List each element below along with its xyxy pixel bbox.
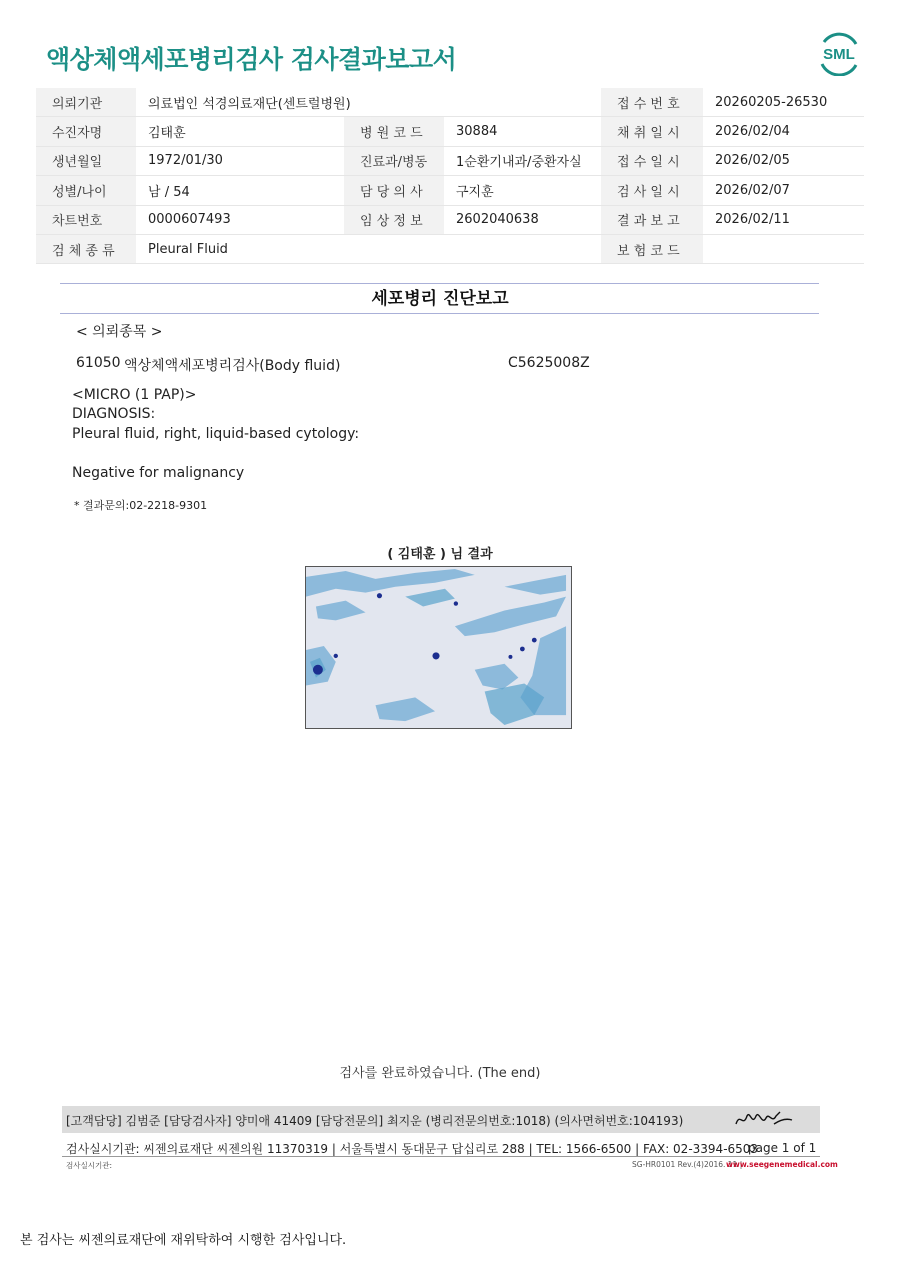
footer-website-link[interactable]: www.seegenemedical.com <box>726 1160 838 1169</box>
label-department: 진료과/병동 <box>344 146 444 175</box>
label-patient-name: 수진자명 <box>36 117 136 146</box>
info-row <box>36 176 864 205</box>
info-row <box>36 205 864 234</box>
value-patient-name: 김태훈 <box>136 117 344 146</box>
value-receipt-date: 2026/02/05 <box>703 146 864 175</box>
label-result-report: 결 과 보 고 <box>601 205 703 234</box>
signature-image <box>734 1106 794 1132</box>
diagnosis-line: Pleural fluid, right, liquid-based cytology: <box>72 426 360 442</box>
disclaimer: 본 검사는 씨젠의료재단에 재위탁하여 시행한 검사입니다. <box>20 1233 347 1248</box>
contact-info: * 결과문의:02-2218-9301 <box>74 499 208 512</box>
footer-divider <box>62 1156 820 1157</box>
label-collection-date: 채 취 일 시 <box>601 117 703 146</box>
micro-label: <MICRO (1 PAP)> <box>72 387 197 403</box>
empty-cell <box>444 234 601 263</box>
items-heading: < 의뢰종목 > <box>76 324 163 340</box>
label-chart-number: 차트번호 <box>36 205 136 234</box>
value-clinical-info: 2602040638 <box>444 205 601 234</box>
sml-logo <box>816 32 862 76</box>
value-department: 1순환기내과/중환자실 <box>444 146 601 175</box>
item-reference: C5625008Z <box>508 355 590 371</box>
footer-small-left: 검사실시기관: <box>66 1161 112 1170</box>
end-text: 검사를 완료하였습니다. (The end) <box>339 1066 541 1081</box>
value-insurance-code <box>703 234 864 263</box>
label-physician: 담 당 의 사 <box>344 176 444 205</box>
info-row <box>36 146 864 175</box>
item-name: 액상체액세포병리검사(Body fluid) <box>124 358 341 374</box>
label-requesting-institution: 의뢰기관 <box>36 88 136 117</box>
info-row <box>36 117 864 146</box>
value-receipt-number: 20260205-26530 <box>703 88 864 117</box>
label-test-date: 검 사 일 시 <box>601 176 703 205</box>
diagnosis-label: DIAGNOSIS: <box>72 406 156 422</box>
label-receipt-date: 접 수 일 시 <box>601 146 703 175</box>
label-receipt-number: 접 수 번 호 <box>601 88 703 117</box>
label-sex-age: 성별/나이 <box>36 176 136 205</box>
label-specimen-type: 검 체 종 류 <box>36 234 136 263</box>
empty-cell <box>344 234 444 263</box>
value-test-date: 2026/02/07 <box>703 176 864 205</box>
logo-text: SML <box>823 46 855 63</box>
footer-doc-code: SG-HR0101 Rev.(4)2016. 11 | <box>632 1160 743 1169</box>
value-result-report: 2026/02/11 <box>703 205 864 234</box>
value-hospital-code: 30884 <box>444 117 601 146</box>
label-hospital-code: 병 원 코 드 <box>344 117 444 146</box>
label-insurance-code: 보 험 코 드 <box>601 234 703 263</box>
info-row <box>36 234 864 263</box>
diagnosis-result: Negative for malignancy <box>72 465 245 481</box>
page-number: page 1 of 1 <box>748 1141 817 1155</box>
label-clinical-info: 임 상 정 보 <box>344 205 444 234</box>
item-code: 61050 <box>76 355 121 371</box>
institution-line: 검사실시기관: 씨젠의료재단 씨젠의원 11370319 | 서울특별시 동대문구 답십리로 288 | TEL: 1566-6500 | FAX: 02-3394-6503 <box>66 1142 759 1156</box>
image-caption: ( 김태훈 ) 님 결과 <box>387 547 493 562</box>
value-collection-date: 2026/02/04 <box>703 117 864 146</box>
value-physician: 구지훈 <box>444 176 601 205</box>
value-requesting-institution: 의료법인 석경의료재단(센트럴병원) <box>136 88 601 117</box>
value-chart-number: 0000607493 <box>136 205 344 234</box>
section-title: 세포병리 진단보고 <box>371 289 509 309</box>
value-birth-date: 1972/01/30 <box>136 146 344 175</box>
info-row <box>36 88 864 117</box>
report-title: 액상체액세포병리검사 검사결과보고서 <box>46 45 457 74</box>
divider <box>60 313 819 314</box>
label-birth-date: 생년월일 <box>36 146 136 175</box>
value-specimen-type: Pleural Fluid <box>136 234 344 263</box>
cytology-micrograph <box>305 566 572 729</box>
staff-line: [고객담당] 김범준 [담당검사자] 양미애 41409 [담당전문의] 최지운 (병리전문의번호:1018) (의사면허번호:104193) <box>66 1114 684 1128</box>
patient-info-table <box>36 88 864 264</box>
value-sex-age: 남 / 54 <box>136 176 344 205</box>
